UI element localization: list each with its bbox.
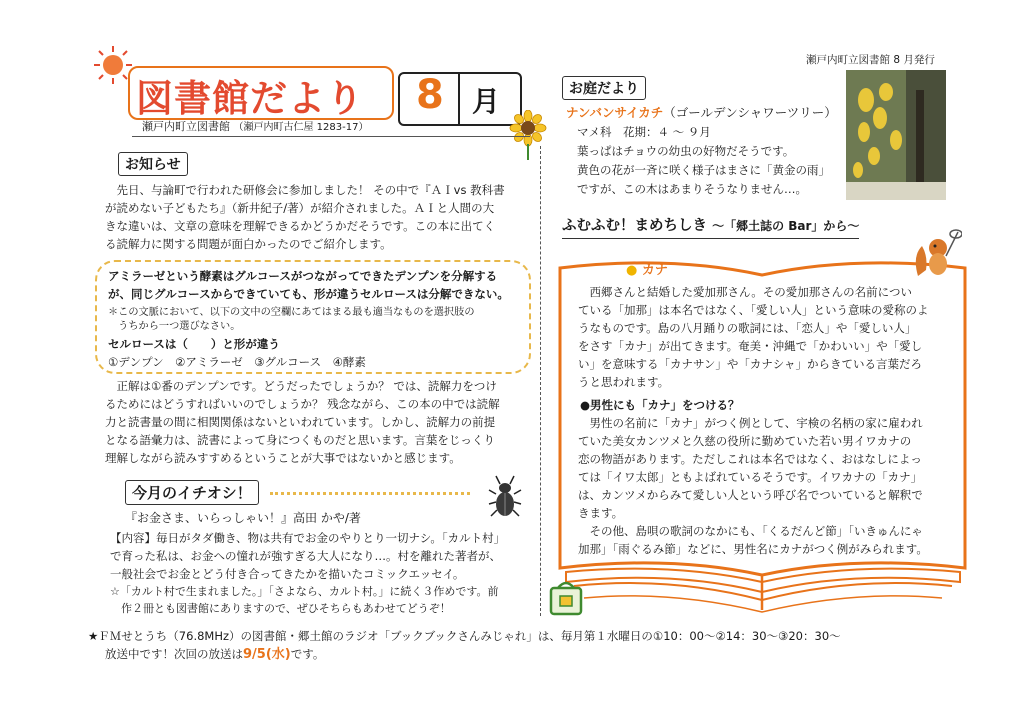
text-line: で育った私は、お金への憧れが強すぎる大人になり…。村を離れた著者が、 [110, 549, 501, 563]
text-line: ☆「カルト村で生まれました。」「さよなら、カルト村。」に続く３作めです。前 [110, 585, 499, 598]
month-label: 月 [472, 85, 501, 118]
library-address: （瀬戸内町古仁屋 1283-17） [233, 122, 369, 133]
text-line: うと思われます。 [578, 375, 670, 389]
text-line: 先日、与論町で行われた研修会に参加しました！ その中で『ＡＩvs 教科書 [105, 183, 505, 197]
trivia-word-text: カナ [641, 263, 668, 278]
text-line: 葉っぱはチョウの幼虫の好物だそうです。 [577, 144, 795, 158]
plant-photo [846, 70, 946, 200]
plant-title [566, 104, 837, 122]
trivia-subheading-male: ●男性にも「カナ」をつける？ [580, 398, 740, 412]
quiz-question: セルロースは（ ）と形が違う [108, 337, 280, 351]
header-rule [132, 136, 530, 137]
text-line: きな違いは、文章の意味を理解できるかどうかだそうです。この本に出てく [105, 219, 496, 233]
text-line: 一般社会でお金とどう付き合ってきたかを描いたコミックエッセイ。 [110, 567, 465, 581]
quiz-instruction-line: ＊この文脈において、以下の文中の空欄にあてはまる最も適当なものを選択肢の [108, 307, 475, 318]
library-name: 瀬戸内町立図書館 [142, 120, 230, 133]
sunflower-icon [508, 110, 548, 160]
footer-suffix: です。 [290, 647, 325, 661]
text-line: ている「加那」は本名ではなく、「愛しい人」という意味の愛称のよ [578, 303, 929, 317]
text-line: 西郷さんと結婚した愛加那さん。その愛加那さんの名前につい [578, 285, 912, 299]
next-date: 9/5(水) [243, 647, 291, 662]
footer-radio-line: ★ＦＭせとうち（76.8MHz）の図書館・郷土館のラジオ「ブックブックさんみじゃれ」は、毎月第１水曜日の①10：00～②14：30～③20：30～ [88, 629, 841, 643]
text-line: うなものです。島の八月踊りの歌詞には、「恋人」や「愛しい人」 [578, 321, 917, 335]
quiz-instruction-line: うちから一つ選びなさい。 [108, 321, 241, 332]
lunchbox-icon [548, 578, 584, 616]
text-line: 恋の物語があります。ただしこれは本名ではなく、おはなしによっ [578, 452, 922, 466]
text-line: は、カンツメからみて愛しい人という呼び名でついていると解釈で [578, 488, 923, 502]
text-line: 加那」「雨ぐるみ節」などに、男性名にカナがつく例がみられます。 [578, 542, 928, 556]
text-line: 黄色の花が一斉に咲く様子はまさに「黄金の雨」 [577, 163, 830, 177]
squirrel-icon [912, 226, 962, 280]
quiz-statement-line: が、同じグルコースからできていても、形が違うセルロースは分解できない。 [108, 287, 509, 301]
plant-alias: （ゴールデンシャワーツリー） [663, 105, 837, 120]
column-divider [540, 146, 541, 616]
beetle-icon [488, 474, 522, 520]
plant-name: ナンバンサイカチ [566, 105, 664, 120]
newsletter-title: 図書館だより [136, 77, 364, 120]
trivia-subheading: ～「郷土誌の Bar」から～ [712, 219, 860, 233]
quiz-statement-line: アミラーゼという酵素はグルコースがつながってできたデンプンを分解する [108, 269, 498, 283]
quiz-options: ①デンプン ②アミラーゼ ③グルコース ④酵素 [108, 355, 366, 369]
text-line: ですが、この木はあまりそうなりません…。 [577, 182, 807, 196]
text-line: マメ科 花期：４ ～ ９月 [577, 125, 711, 139]
section-heading-pick: 今月のイチオシ！ [125, 480, 259, 505]
footer-next-broadcast [105, 646, 324, 664]
trivia-heading-line [562, 218, 859, 239]
text-line: をさす「カナ」が出てきます。奄美・沖縄で「かわいい」や「愛し [578, 339, 923, 353]
bullet-dot: ● [626, 263, 638, 278]
text-line: ていた美女カンツメと久慈の役所に勤めていた若い男イワカナの [578, 434, 912, 448]
text-line: る読解力に関する問題が面白かったのでご紹介します。 [105, 237, 392, 251]
issuer-note: 瀬戸内町立図書館 8 月発行 [806, 54, 935, 66]
text-line: い」を意味する「カナサン」や「カナシャ」からきている言葉だろ [578, 357, 922, 371]
text-line: ては「イワ太郎」ともよばれているそうです。イワカナの「カナ」 [578, 470, 923, 484]
text-line: が読めない子どもたち』（新井紀子/著）が紹介されました。ＡＩと人間の大 [105, 201, 495, 215]
book-title: 『お金さま、いらっしゃい！』高田 かや/著 [125, 511, 361, 525]
text-line: 【内容】毎日がタダ働き、物は共有でお金のやりとり一切ナシ。「カルト村」 [110, 531, 506, 545]
text-line: 力と読書量の間に相関関係はないといわれています。しかし、読解力の前提 [105, 415, 496, 429]
dotted-decoration [270, 492, 470, 495]
text-line: となる語彙力は、読書によって身につくものだと思います。言葉をじっくり [105, 433, 495, 447]
section-heading-trivia: ふむふむ！まめちしき [562, 218, 707, 234]
library-name-line [142, 118, 368, 137]
text-line: るためにはどうすればいいのでしょうか？ 残念ながら、この本の中では読解 [105, 397, 500, 411]
footer-prefix: 放送中です！次回の放送は [105, 647, 243, 661]
month-number: 8 [416, 72, 444, 118]
section-heading-notice: お知らせ [118, 152, 188, 176]
text-line: 理解しながら読みすすめるということが大事ではないかと感じます。 [105, 451, 461, 465]
text-line: 男性の名前に「カナ」がつく例として、宇検の名柄の家に雇われ [578, 416, 923, 430]
text-line: 正解は①番のデンプンです。どうだったでしょうか？ では、読解力をつけ [105, 379, 497, 393]
text-line: きます。 [578, 506, 624, 520]
text-line: その他、島唄の歌詞のなかにも、「くるだんど節」「いきゅんにゃ [578, 524, 923, 538]
trivia-word [626, 262, 668, 280]
text-line: 作２冊とも図書館にありますので、ぜひそちらもあわせてどうぞ！ [110, 602, 451, 615]
section-heading-garden: お庭だより [562, 76, 646, 100]
